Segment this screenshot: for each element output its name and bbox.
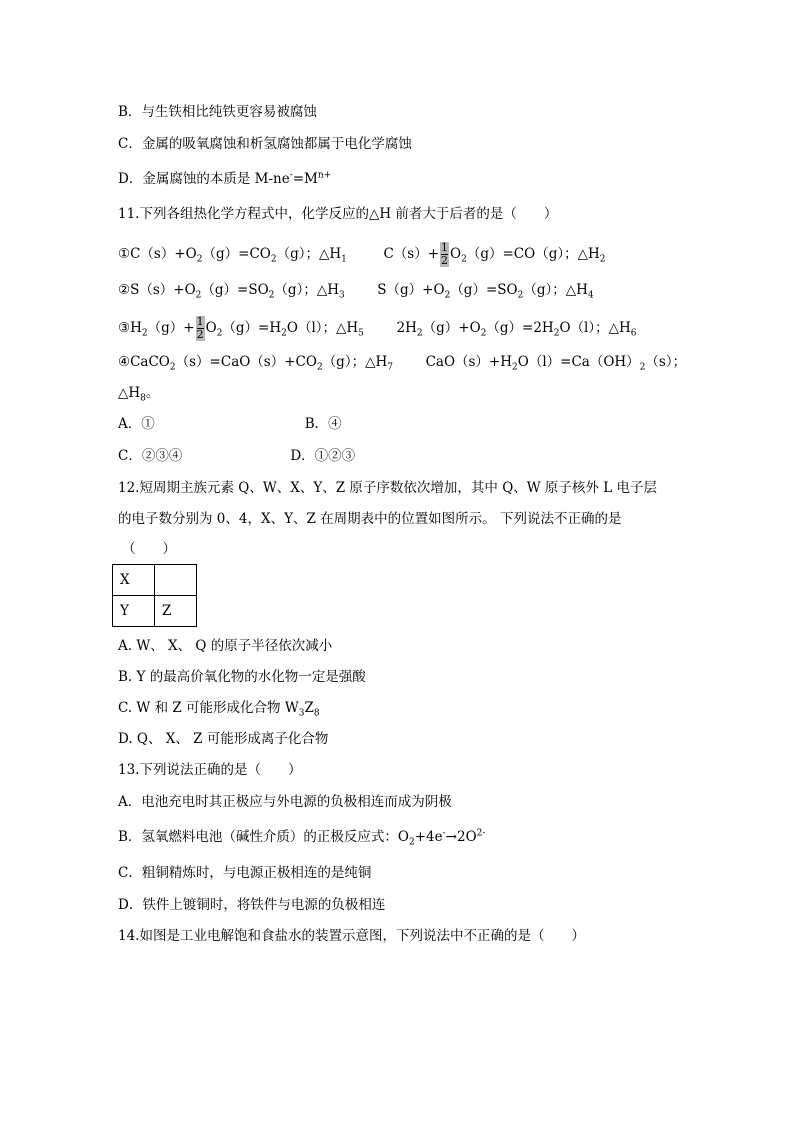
fraction-one-half: $\frac{1}{2}$: [196, 315, 204, 341]
grid-cell-empty: [155, 565, 197, 596]
q10-option-b: B．与生铁相比纯铁更容易被腐蚀: [118, 104, 317, 120]
q12-stem-line3: （ ）: [122, 541, 176, 557]
q12-option-d: D. Q、 X、 Z 可能形成离子化合物: [118, 731, 329, 747]
q11-options-ab: A．① B．④: [118, 416, 342, 432]
q12-option-b: B. Y 的最高价氧化物的水化物一定是强酸: [118, 669, 366, 685]
q13-option-c: C．粗铜精炼时，与电源正极相连的是纯铜: [118, 865, 372, 881]
q13-option-b: B．氢氧燃料电池（碱性介质）的正极反应式：$O_2+4e^-\to 2O^{2-}$: [118, 828, 486, 848]
q12-option-c: C. W 和 Z 可能形成化合物 $W_3Z_8$: [118, 700, 320, 719]
q11-reaction-1: $①C(s)+O_2(g)=CO_2(g)$；$\triangle H_1$ C（s）+ $\frac{1}{2}$ $O_2(g)=CO(g)$；$\triangle H_2$: [118, 241, 606, 267]
q11-reaction-4: $④CaCO_2(s)=CaO(s)+CO_2(g)$；$\triangle H_7$ $CaO(s)+H_2O(l)=Ca(OH)_2(s)$；: [118, 354, 687, 373]
q11-reaction-2: $②S(s)+O_2(g)=SO_2(g)$；$\triangle H_3$ $S(g)+O_2(g)=SO_2(g)$；$\triangle H_4$: [118, 282, 594, 301]
q10-option-c: C．金属的吸氧腐蚀和析氢腐蚀都属于电化学腐蚀: [118, 136, 412, 152]
q11-reaction-4-cont: $\triangle H_8$。: [118, 385, 160, 404]
periodic-table-fragment: [112, 564, 197, 627]
q14-stem: 14.如图是工业电解饱和食盐水的装置示意图，下列说法中不正确的是（ ）: [118, 928, 585, 944]
q12-stem-line2: 的电子数分别为 0、4，X、Y、Z 在周期表中的位置如图所示。 下列说法不正确的是: [118, 511, 622, 527]
q12-stem-line1: 12.短周期主族元素 Q、W、X、Y、Z 原子序数依次增加，其中 Q、W 原子核外 L 电子层: [118, 480, 657, 496]
q13-option-d: D．铁件上镀铜时，将铁件与电源的负极相连: [118, 897, 386, 913]
grid-cell-y: Y: [113, 596, 155, 627]
q11-options-cd: C．②③④ D．①②③: [118, 448, 356, 464]
grid-cell-z: Z: [155, 596, 197, 627]
q13-stem: 13.下列说法正确的是（ ）: [118, 762, 302, 778]
q10-option-d: D．金属腐蚀的本质是 $M-ne^-=M^{n+}$: [118, 170, 332, 187]
q13-option-a: A．电池充电时其正极应与外电源的负极相连而成为阴极: [118, 794, 452, 810]
fraction-one-half: $\frac{1}{2}$: [441, 241, 449, 267]
q11-reaction-3: $③H_2(g)+$ $\frac{1}{2}$ $O_2(g)=H_2O(l)$；$\triangle H_5$ $2H_2(g)+O_2(g)=2H_2O(l)$；$\triangle H_6$: [118, 315, 637, 341]
q12-option-a: A. W、 X、 Q 的原子半径依次减小: [118, 638, 333, 654]
q11-stem: 11.下列各组热化学方程式中，化学反应的△H 前者大于后者的是（ ）: [118, 206, 558, 222]
grid-cell-x: X: [113, 565, 155, 596]
